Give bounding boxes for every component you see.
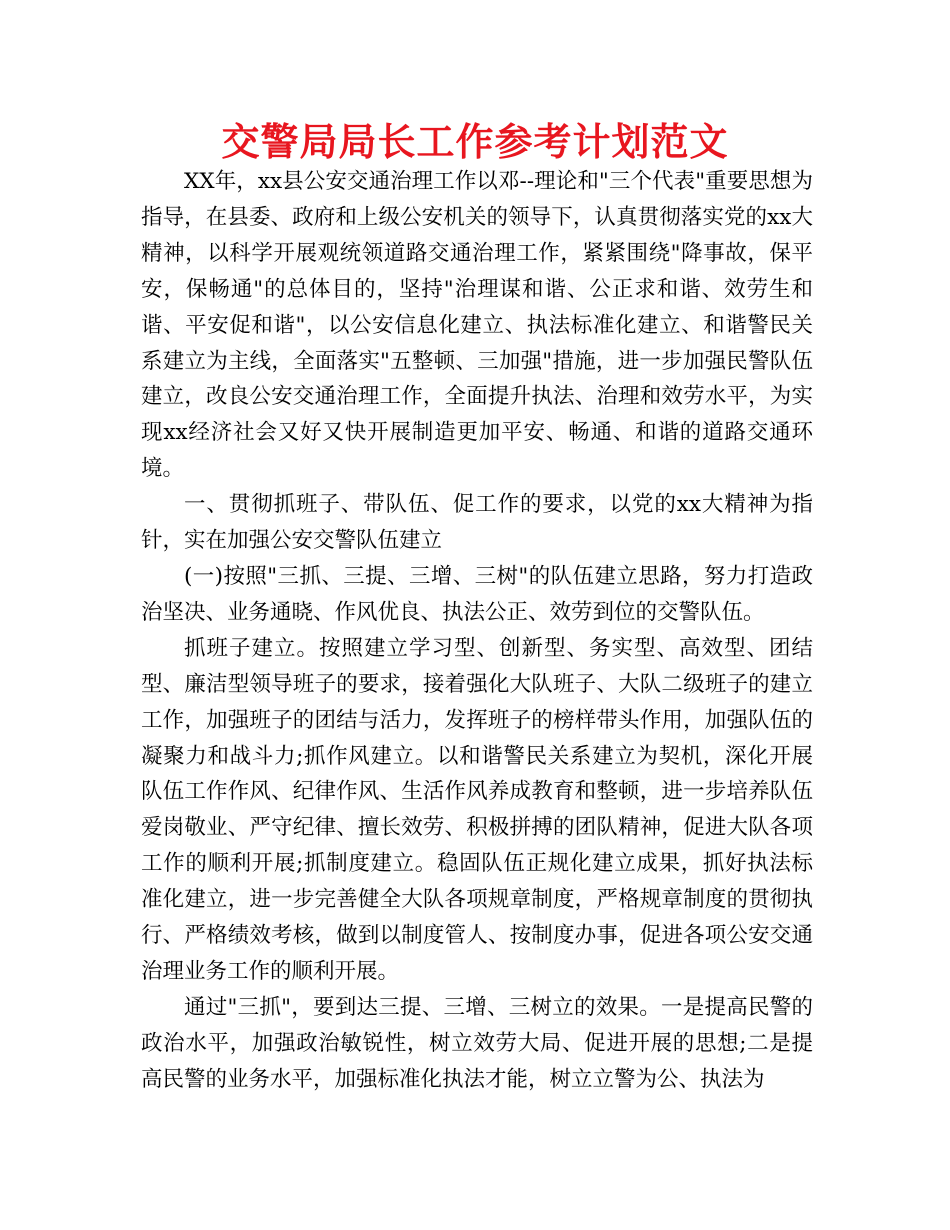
- paragraph-intro: XX年，xx县公安交通治理工作以邓--理论和"三个代表"重要思想为指导，在县委、政府和上级公安机关的领导下，认真贯彻落实党的xx大精神，以科学开展观统领道路交通治理工作，紧紧围绕"降事故，保平安，保畅通"的总体目的，坚持"治理谋和谐、公正求和谐、效劳生和谐、平安促和谐"，以公安信息化建立、执法标准化建立、和谐警民关系建立为主线，全面落实"五整顿、三加强"措施，进一步加强民警队伍建立，改良公安交通治理工作，全面提升执法、治理和效劳水平，为实现xx经济社会又好又快开展制造更加平安、畅通、和谐的道路交通环境。: [141, 169, 813, 482]
- paragraph-three-effects: 通过"三抓"，要到达三提、三增、三树立的效果。一是提高民警的政治水平，加强政治敏锐性，树立效劳大局、促进开展的思想;二是提高民警的业务水平，加强标准化执法才能，树立立警为公、执法为: [141, 994, 813, 1092]
- paragraph-team-building: 抓班子建立。按照建立学习型、创新型、务实型、高效型、团结型、廉洁型领导班子的要求，接着强化大队班子、大队二级班子的建立工作，加强班子的团结与活力，发挥班子的榜样带头作用，加强队伍的凝聚力和战斗力;抓作风建立。以和谐警民关系建立为契机，深化开展队伍工作作风、纪律作风、生活作风养成教育和整顿，进一步培养队伍爱岗敬业、严守纪律、擅长效劳、积极拼搏的团队精神，促进大队各项工作的顺利开展;抓制度建立。稳固队伍正规化建立成果，抓好执法标准化建立，进一步完善健全大队各项规章制度，严格规章制度的贯彻执行、严格绩效考核，做到以制度管人、按制度办事，促进各项公安交通治理业务工作的顺利开展。: [141, 635, 813, 984]
- document-title: 交警局局长工作参考计划范文: [221, 120, 729, 164]
- document-body: [141, 164, 813, 1098]
- paragraph-subsection-one: (一)按照"三抓、三提、三增、三树"的队伍建立思路，努力打造政治坚决、业务通晓、作风优良、执法公正、效劳到位的交警队伍。: [141, 563, 813, 625]
- paragraph-section-one-heading: 一、贯彻抓班子、带队伍、促工作的要求，以党的xx大精神为指针，实在加强公安交警队伍建立: [141, 492, 813, 554]
